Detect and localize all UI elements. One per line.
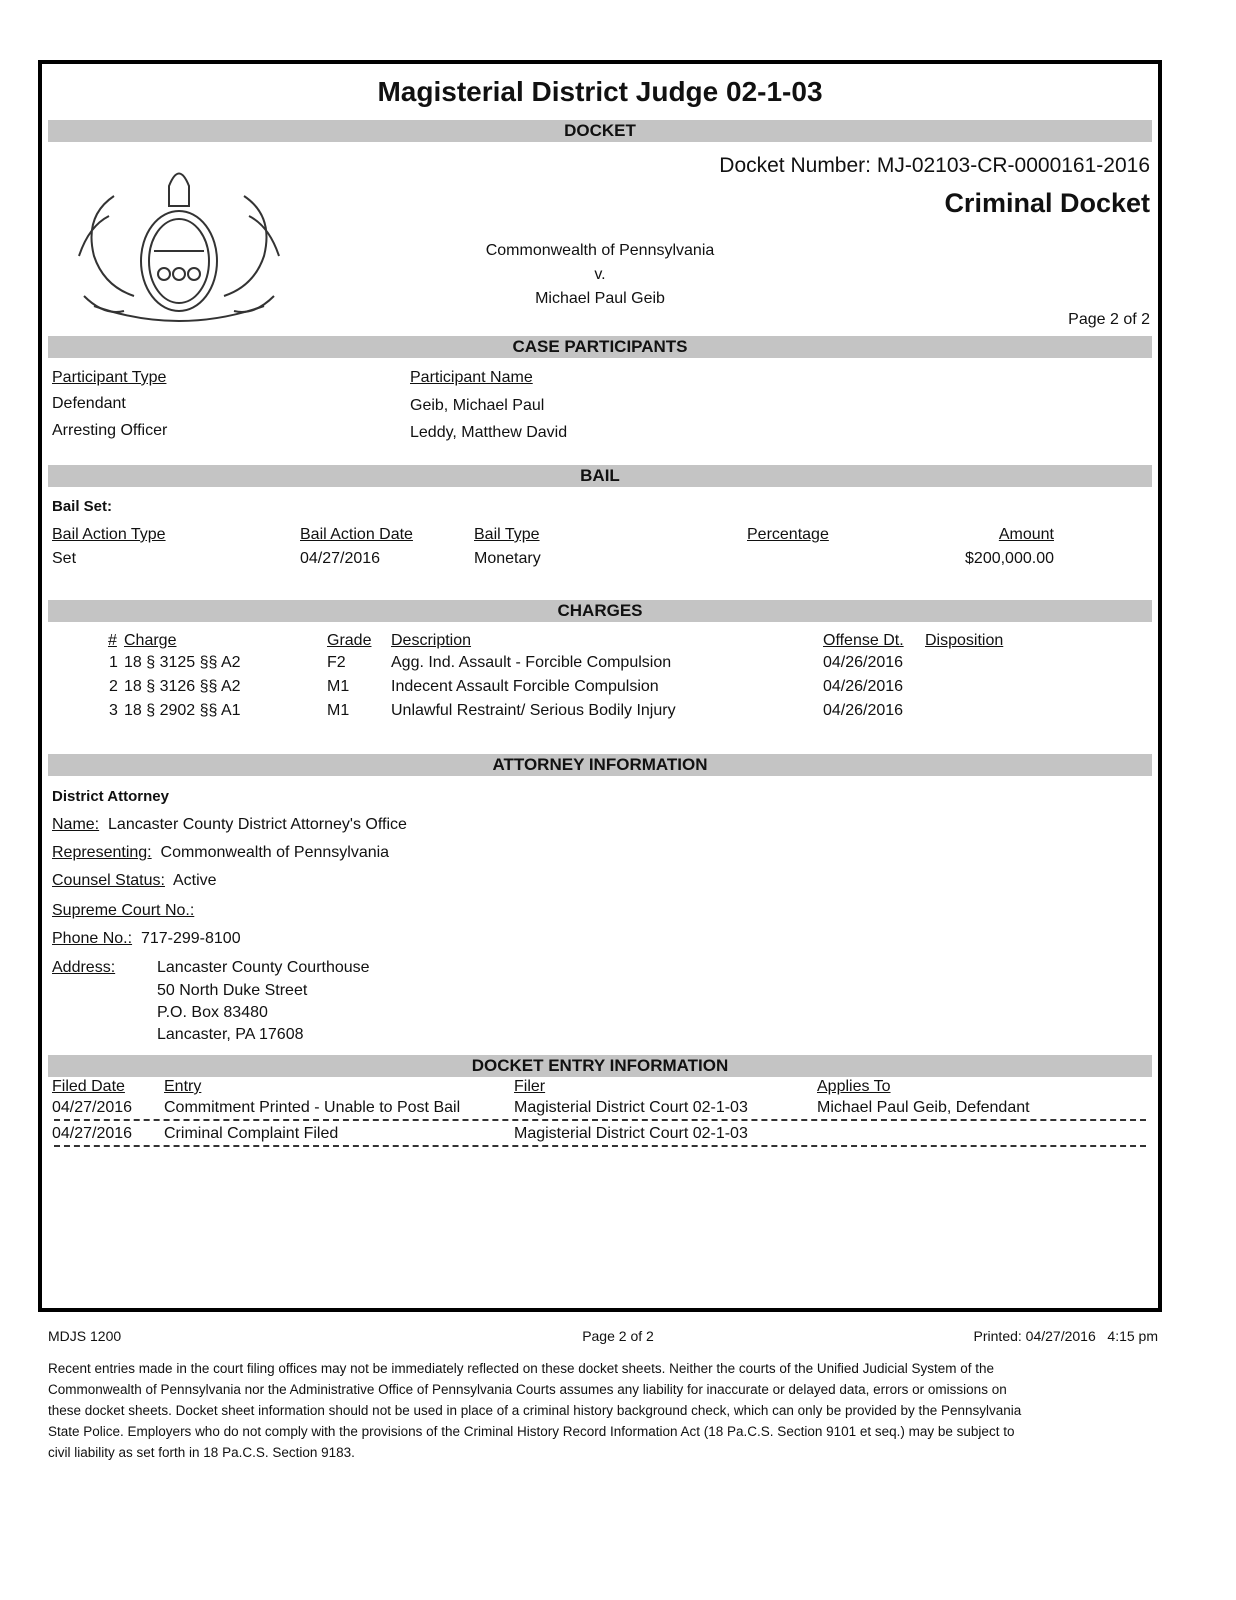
attorney-status: Active — [172, 872, 217, 889]
bail-type: Monetary — [474, 550, 541, 567]
col-charge-number: # — [108, 632, 117, 649]
printed-timestamp: Printed: 04/27/2016 4:15 pm — [973, 1328, 1158, 1344]
charge-statute: 18 § 3125 §§ A2 — [124, 654, 241, 671]
charge-number: 3 — [109, 702, 118, 719]
attorney-phone-row — [52, 930, 241, 948]
attorney-phone: 717-299-8100 — [140, 930, 241, 947]
attorney-representing: Commonwealth of Pennsylvania — [160, 844, 390, 861]
charge-offense-date: 04/26/2016 — [823, 678, 904, 695]
charge-grade: M1 — [327, 702, 350, 719]
charge-statute: 18 § 3126 §§ A2 — [124, 678, 241, 695]
col-offense-date: Offense Dt. — [823, 632, 904, 649]
entry-text: Commitment Printed - Unable to Post Bail — [164, 1099, 461, 1116]
entry-applies-to: Michael Paul Geib, Defendant — [817, 1099, 1030, 1116]
attorney-address-line: 50 North Duke Street — [157, 982, 308, 999]
docket-type: Criminal Docket — [944, 188, 1150, 218]
col-bail-action-type: Bail Action Type — [52, 526, 166, 543]
caption-defendant: Michael Paul Geib — [535, 290, 665, 307]
docket-page — [38, 60, 1162, 1312]
charge-offense-date: 04/26/2016 — [823, 654, 904, 671]
attorney-address-line: P.O. Box 83480 — [157, 1004, 268, 1021]
bail-subheading: Bail Set: — [52, 498, 113, 515]
section-bar-attorney: ATTORNEY INFORMATION — [48, 754, 1152, 776]
attorney-supreme-court-row — [52, 902, 194, 920]
charge-description: Agg. Ind. Assault - Forcible Compulsion — [391, 654, 672, 671]
section-bar-case-participants: CASE PARTICIPANTS — [48, 336, 1152, 358]
charge-number: 1 — [109, 654, 118, 671]
col-percentage: Percentage — [747, 526, 829, 543]
entry-filed-date: 04/27/2016 — [52, 1099, 133, 1116]
charge-grade: M1 — [327, 678, 350, 695]
col-applies-to: Applies To — [817, 1078, 891, 1095]
section-bar-docket: DOCKET — [48, 120, 1152, 142]
caption-versus: v. — [594, 266, 606, 283]
participant-name: Geib, Michael Paul — [410, 397, 545, 414]
participant-name: Leddy, Matthew David — [410, 424, 568, 441]
row-divider — [54, 1145, 1146, 1147]
participant-type: Defendant — [52, 395, 126, 412]
docket-number: Docket Number: MJ-02103-CR-0000161-2016 — [719, 154, 1150, 177]
attorney-phone-label: Phone No.: — [52, 930, 133, 947]
col-charge: Charge — [124, 632, 177, 649]
col-filed-date: Filed Date — [52, 1078, 125, 1095]
col-description: Description — [391, 632, 472, 649]
bail-action-date: 04/27/2016 — [300, 550, 381, 567]
attorney-name: Lancaster County District Attorney's Office — [108, 816, 407, 833]
charge-description: Unlawful Restraint/ Serious Bodily Injury — [391, 702, 676, 719]
charge-number: 2 — [109, 678, 118, 695]
row-divider — [54, 1119, 1146, 1121]
header-page-number: Page 2 of 2 — [1068, 311, 1150, 328]
attorney-status-label: Counsel Status: — [52, 872, 165, 889]
participant-type: Arresting Officer — [52, 422, 168, 439]
attorney-address-label: Address: — [52, 959, 116, 976]
charge-description: Indecent Assault Forcible Compulsion — [391, 678, 659, 695]
col-grade: Grade — [327, 632, 372, 649]
form-id: MDJS 1200 — [48, 1328, 122, 1344]
bail-action-type: Set — [52, 550, 77, 567]
disclaimer-text: Recent entries made in the court filing offices may not be immediately reflected on these docket sheets. Neither the courts of the Unified Judicial System of the Commonwealth of Pennsylvania nor the Administrative Office of Pennsylvania Courts assumes any liability for inaccurate or delayed data, errors or omissions on these docket sheets. Docket sheet information should not be used in place of a criminal history background check, which can only be provided by the Pennsylvania State Police. Employers who do not comply with the provisions of the Criminal History Record Information Act (18 Pa.C.S. Section 9101 et seq.) may be subject to civil liability as set forth in 18 Pa.C.S. Section 9183. — [48, 1361, 1022, 1460]
section-bar-bail: BAIL — [48, 465, 1152, 487]
entry-filer: Magisterial District Court 02-1-03 — [514, 1125, 748, 1142]
attorney-status-row — [52, 872, 217, 890]
attorney-name-label: Name: — [52, 816, 100, 833]
entry-filer: Magisterial District Court 02-1-03 — [514, 1099, 748, 1116]
attorney-representing-label: Representing: — [52, 844, 152, 861]
section-bar-charges: CHARGES — [48, 600, 1152, 622]
bail-amount: $200,000.00 — [965, 550, 1054, 567]
attorney-address-line: Lancaster, PA 17608 — [157, 1026, 304, 1043]
attorney-address-line: Lancaster County Courthouse — [157, 959, 370, 976]
footer-page-number: Page 2 of 2 — [582, 1328, 654, 1344]
col-bail-type: Bail Type — [474, 526, 540, 543]
col-filer: Filer — [514, 1078, 546, 1095]
section-bar-docket-entries: DOCKET ENTRY INFORMATION — [48, 1055, 1152, 1077]
col-amount: Amount — [998, 526, 1054, 543]
charge-statute: 18 § 2902 §§ A1 — [124, 702, 241, 719]
charge-offense-date: 04/26/2016 — [823, 702, 904, 719]
page-title: Magisterial District Judge 02-1-03 — [377, 76, 823, 107]
col-bail-action-date: Bail Action Date — [300, 526, 413, 543]
entry-text: Criminal Complaint Filed — [164, 1125, 339, 1142]
attorney-representing-row — [52, 844, 389, 862]
attorney-role: District Attorney — [52, 788, 169, 805]
col-entry: Entry — [164, 1078, 202, 1095]
col-participant-name: Participant Name — [410, 369, 533, 386]
attorney-name-row — [52, 816, 407, 834]
entry-filed-date: 04/27/2016 — [52, 1125, 133, 1142]
attorney-supreme-court-label: Supreme Court No.: — [52, 902, 195, 919]
caption-plaintiff: Commonwealth of Pennsylvania — [485, 242, 715, 259]
col-participant-type: Participant Type — [52, 369, 167, 386]
charge-grade: F2 — [327, 654, 346, 671]
col-disposition: Disposition — [925, 632, 1004, 649]
